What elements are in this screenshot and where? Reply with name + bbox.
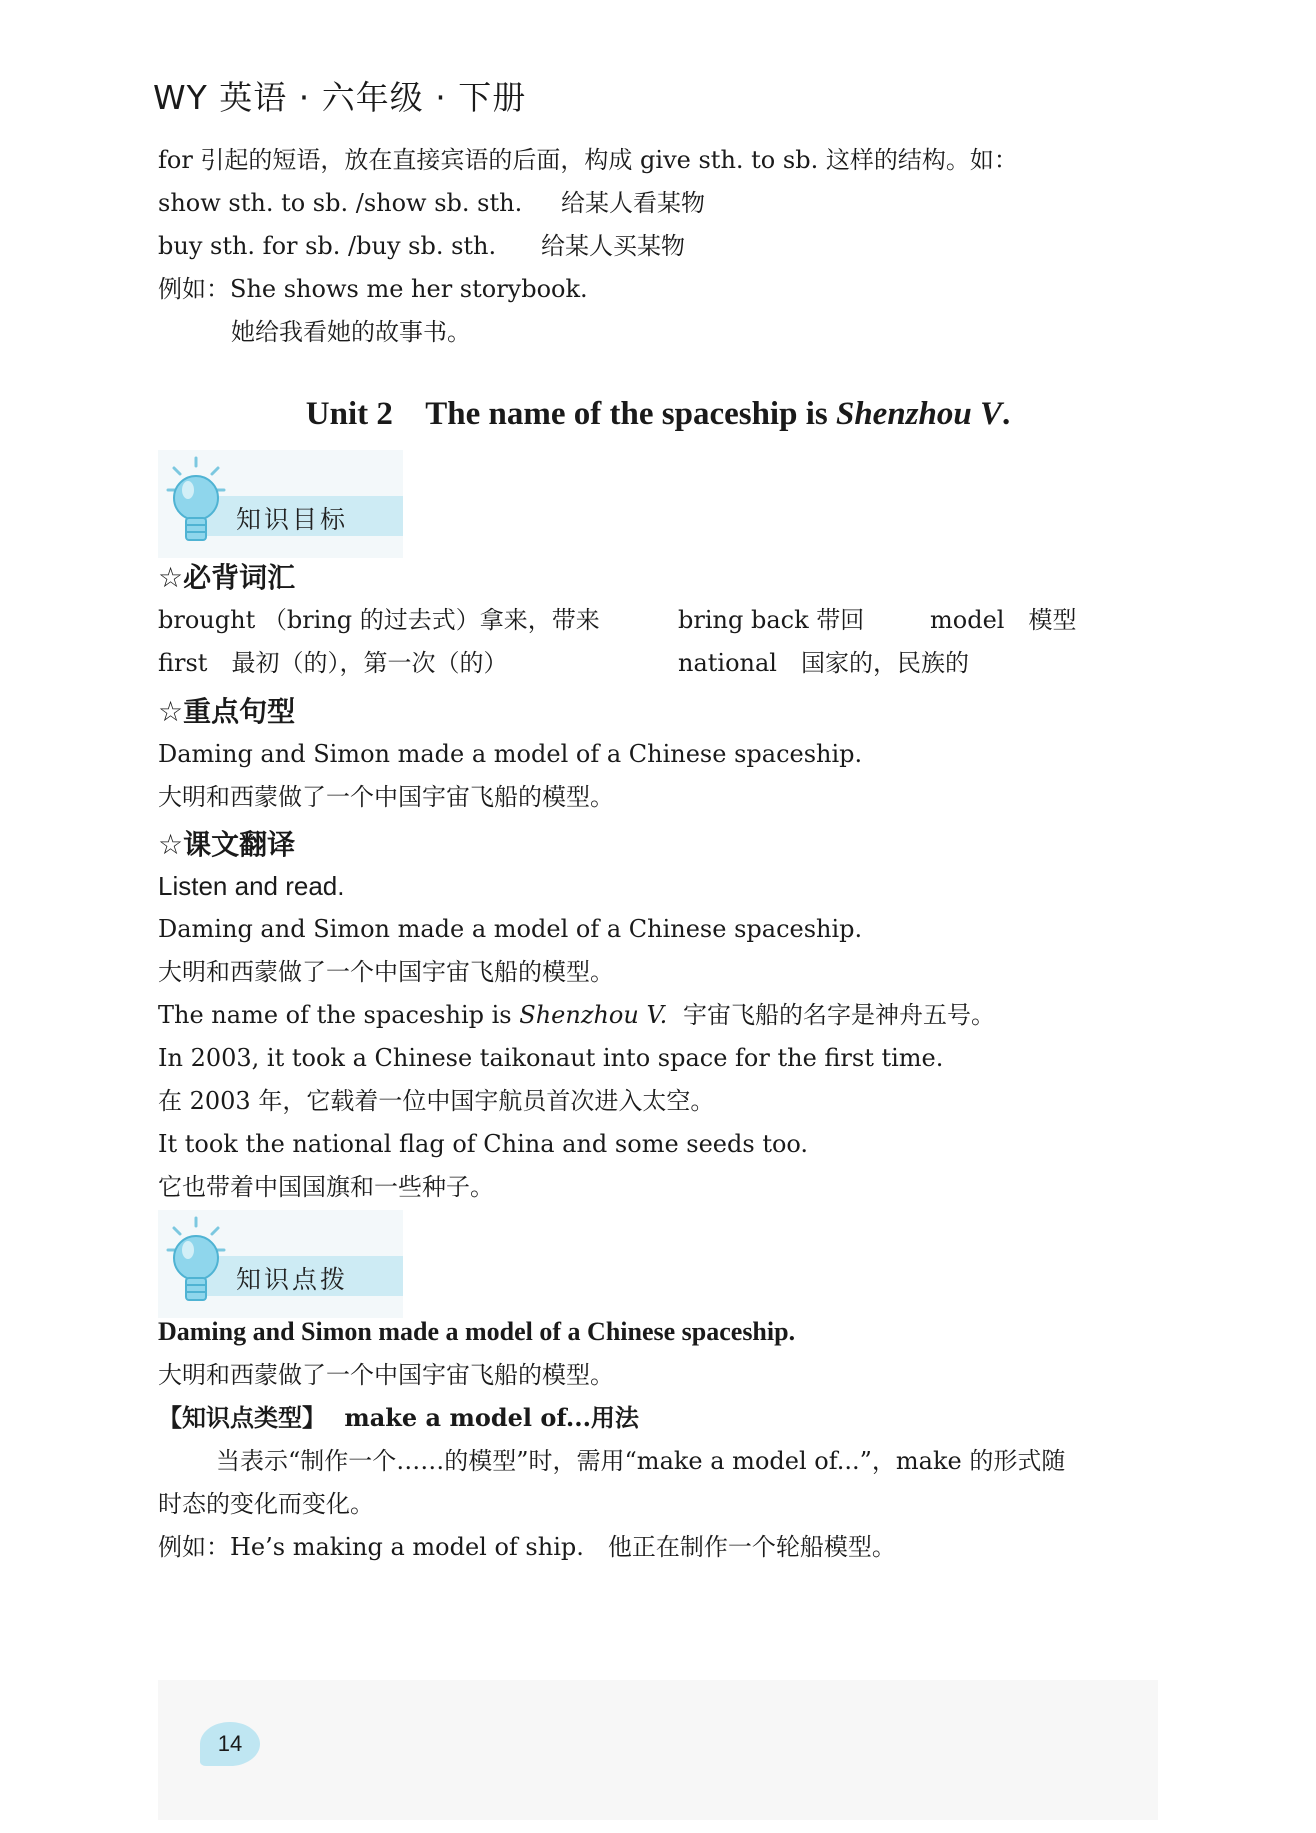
knowledge-tips-banner xyxy=(158,1210,403,1318)
vocab-row-2 xyxy=(158,647,969,679)
point-sentence-en: Daming and Simon made a model of a Chinese spaceship. xyxy=(158,1317,796,1346)
translation-line-3-cn: 宇宙飞船的名字是神舟五号。 xyxy=(683,1001,995,1029)
sentence-en: Daming and Simon made a model of a Chinese spaceship. xyxy=(158,740,863,768)
vocab-model: model 模型 xyxy=(930,606,1077,634)
translation-line-5: 在 2003 年，它载着一位中国宇航员首次进入太空。 xyxy=(158,1087,715,1115)
point-type-label: 【知识点类型】 xyxy=(158,1404,326,1432)
translation-line-7: 它也带着中国国旗和一些种子。 xyxy=(158,1173,494,1201)
sentences-heading: ☆重点句型 xyxy=(158,695,296,728)
translation-heading: ☆课文翻译 xyxy=(158,828,296,861)
intro-example-cn: 她给我看她的故事书。 xyxy=(231,318,471,346)
knowledge-goal-banner xyxy=(158,450,403,558)
translation-line-1: Daming and Simon made a model of a Chinese spaceship. xyxy=(158,915,863,943)
translation-line-4: In 2003, it took a Chinese taikonaut into space for the first time. xyxy=(158,1044,944,1072)
phrase-buy: buy sth. for sb. /buy sb. sth. xyxy=(158,232,497,260)
vocab-first: first 最初（的），第一次（的） xyxy=(158,649,508,677)
unit-title xyxy=(0,396,1316,433)
intro-line-3 xyxy=(158,230,685,262)
footer-band xyxy=(158,1680,1158,1820)
unit-title-text: The name of the spaceship is xyxy=(425,396,828,432)
intro-line-2 xyxy=(158,187,705,219)
banner-label: 知识点拨 xyxy=(236,1265,349,1294)
vocab-row-1 xyxy=(158,604,1077,636)
point-desc-2: 时态的变化而变化。 xyxy=(158,1490,374,1518)
translation-line-3-italic: Shenzhou V. xyxy=(519,1001,668,1029)
banner-label: 知识目标 xyxy=(236,505,349,534)
vocab-bring-back: bring back 带回 xyxy=(678,606,865,634)
lightbulb-icon xyxy=(166,1216,226,1312)
vocab-brought: brought （bring 的过去式）拿来，带来 xyxy=(158,606,600,634)
unit-title-end: . xyxy=(1001,396,1011,432)
page-number: 14 xyxy=(200,1722,260,1766)
translation-line-2: 大明和西蒙做了一个中国宇宙飞船的模型。 xyxy=(158,958,614,986)
point-example: 例如：He’s making a model of ship. 他正在制作一个轮船模型。 xyxy=(158,1533,896,1561)
point-type xyxy=(158,1402,639,1434)
translation-line-3 xyxy=(158,999,995,1031)
point-desc-1: 当表示“制作一个……的模型”时，需用“make a model of...”，make 的形式随 xyxy=(216,1447,1066,1475)
running-header: WY 英语 · 六年级 · 下册 xyxy=(153,78,527,117)
intro-line-1: for 引起的短语，放在直接宾语的后面，构成 give sth. to sb. 这样的结构。如： xyxy=(158,146,1018,174)
point-type-value: make a model of...用法 xyxy=(344,1403,639,1432)
unit-number: Unit 2 xyxy=(305,396,393,432)
lightbulb-icon xyxy=(166,456,226,552)
phrase-show-meaning: 给某人看某物 xyxy=(561,189,705,217)
unit-title-italic: Shenzhou V xyxy=(835,396,1002,432)
phrase-show: show sth. to sb. /show sb. sth. xyxy=(158,189,523,217)
vocab-national: national 国家的，民族的 xyxy=(678,649,969,677)
point-sentence-cn: 大明和西蒙做了一个中国宇宙飞船的模型。 xyxy=(158,1361,614,1389)
vocab-heading: ☆必背词汇 xyxy=(158,561,296,594)
listen-and-read: Listen and read. xyxy=(158,871,345,901)
phrase-buy-meaning: 给某人买某物 xyxy=(541,232,685,260)
translation-line-3-en: The name of the spaceship is xyxy=(158,1001,512,1029)
translation-line-6: It took the national flag of China and some seeds too. xyxy=(158,1130,809,1158)
intro-example: 例如：She shows me her storybook. xyxy=(158,275,588,303)
sentence-cn: 大明和西蒙做了一个中国宇宙飞船的模型。 xyxy=(158,783,614,811)
